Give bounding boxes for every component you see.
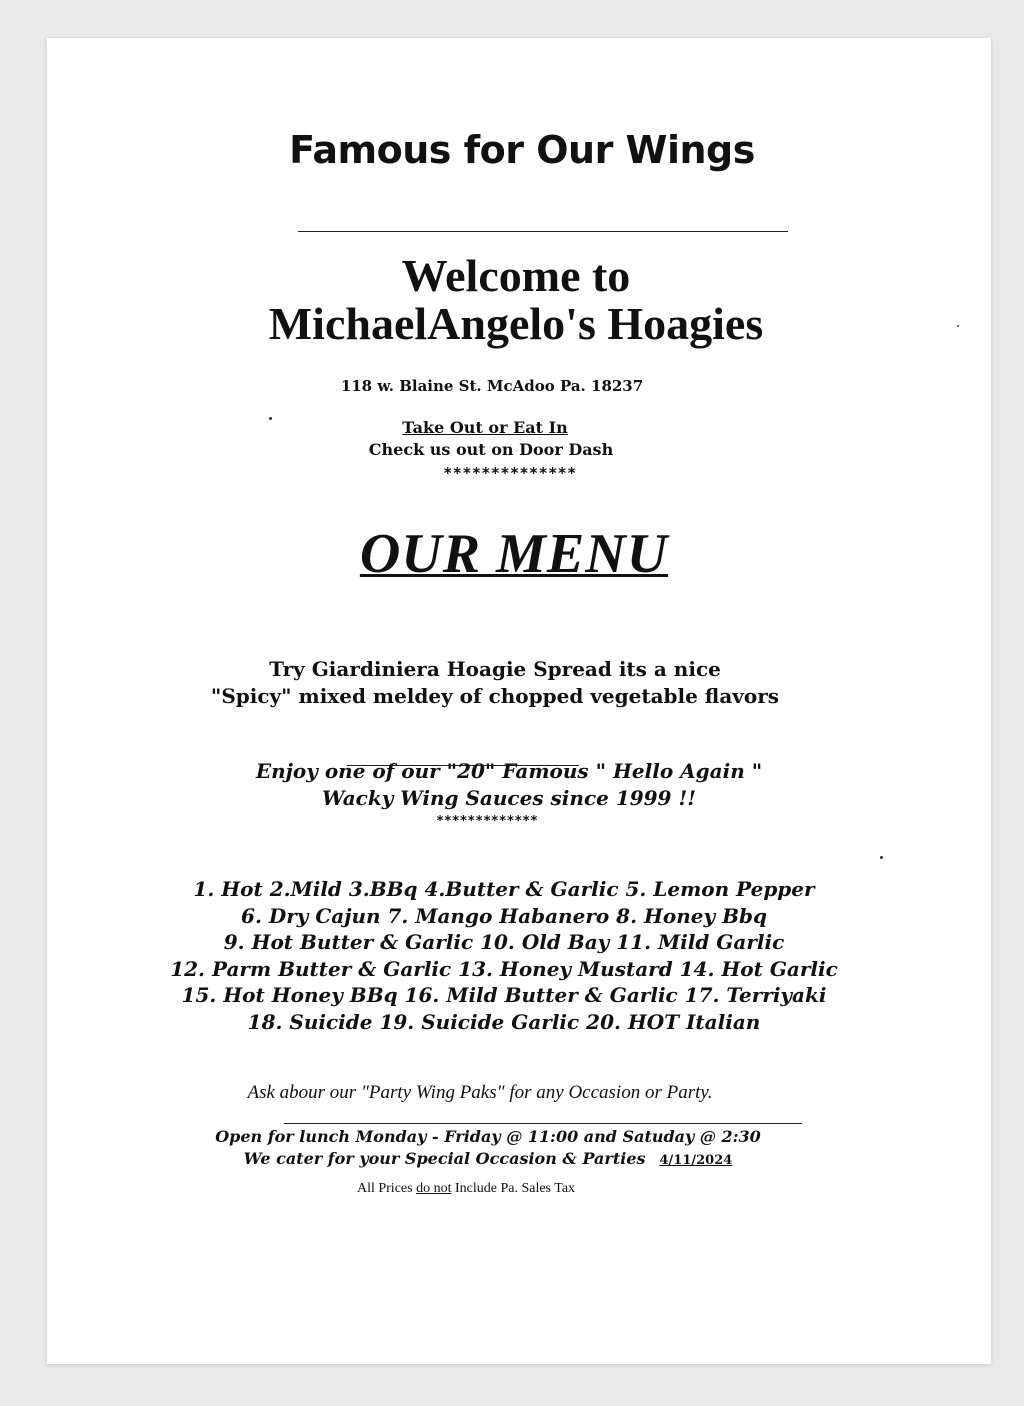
welcome-line: Welcome to: [401, 250, 631, 301]
spread-line: Try Giardiniera Hoagie Spread its a nice: [269, 657, 721, 681]
sauce-line: 9. Hot Butter & Garlic 10. Old Bay 11. Mild Garlic: [223, 930, 785, 955]
spread-line: "Spicy" mixed meldey of chopped vegetable flavors: [210, 684, 780, 708]
sauce-line: 12. Parm Butter & Garlic 13. Honey Mustard 14. Hot Garlic: [170, 956, 838, 981]
tax-suffix: Include Pa. Sales Tax: [454, 1181, 576, 1196]
tax-note: [357, 1181, 575, 1197]
sauce-line: 15. Hot Honey BBq 16. Mild Butter & Garlic 17. Terriyaki: [181, 983, 827, 1008]
divider-rule: [298, 231, 788, 232]
star-divider: **************: [443, 464, 577, 482]
restaurant-title: [269, 252, 763, 348]
sauce-line: 1. Hot 2.Mild 3.BBq 4.Butter & Garlic 5. Lemon Pepper: [193, 877, 815, 901]
enjoy-line: Wacky Wing Sauces since 1999 !!: [321, 786, 696, 810]
tax-prefix: All Prices: [356, 1181, 413, 1196]
door-dash-note: Check us out on Door Dash: [368, 440, 614, 459]
sauce-line: 18. Suicide 19. Suicide Garlic 20. HOT Italian: [247, 1009, 761, 1034]
catering-line: [215, 1148, 761, 1172]
print-speck: [957, 325, 959, 327]
sauce-list: [170, 876, 838, 1036]
tax-emphasis: do not: [416, 1181, 452, 1196]
star-divider: *************: [436, 814, 538, 829]
menu-date: 4/11/2024: [659, 1153, 733, 1168]
wing-sauce-intro: [256, 758, 762, 812]
address: 118 w. Blaine St. McAdoo Pa. 18237: [340, 377, 644, 395]
menu-heading: OUR MENU: [359, 523, 669, 585]
print-speck: [269, 417, 272, 420]
print-speck: [880, 856, 883, 859]
catering-note: We cater for your Special Occasion & Parties: [243, 1149, 646, 1168]
spread-promo: [211, 656, 779, 710]
divider-rule: [284, 1123, 802, 1124]
restaurant-name: MichaelAngelo's Hoagies: [268, 298, 764, 349]
tagline: Famous for Our Wings: [289, 128, 755, 172]
take-out-note: Take Out or Eat In: [402, 418, 568, 437]
opening-hours: Open for lunch Monday - Friday @ 11:00 and Satuday @ 2:30: [215, 1127, 761, 1146]
enjoy-line: Enjoy one of our "20" Famous " Hello Again ": [255, 759, 763, 783]
party-note: Ask abour our "Party Wing Paks" for any Occasion or Party.: [247, 1082, 713, 1103]
sauce-line: 6. Dry Cajun 7. Mango Habanero 8. Honey Bbq: [241, 903, 767, 928]
hours-block: [215, 1126, 761, 1172]
